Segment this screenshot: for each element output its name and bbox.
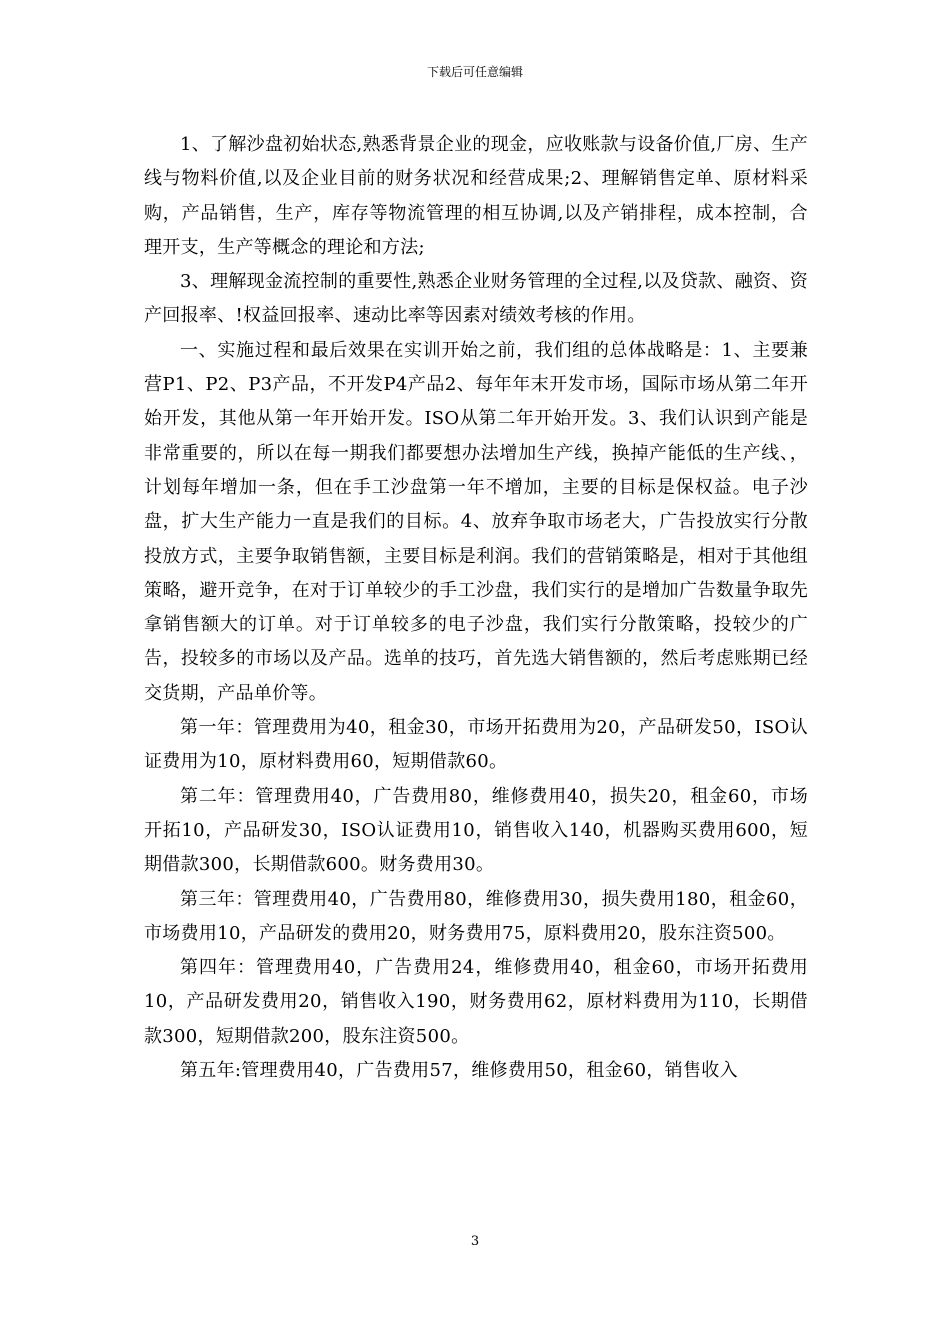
paragraph: 一、实施过程和最后效果在实训开始之前，我们组的总体战略是：1、主要兼营P1、P2、P3产品，不开发P4产品2、每年年末开发市场，国际市场从第二年开始开发，其他从第一年开始开发。ISO从第二年开始开发。3、我们认识到产能是非常重要的，所以在每一期我们都要想办法增加生产线，换掉产能低的生产线、，计划每年增加一条，但在手工沙盘第一年不增加，主要的目标是保权益。电子沙盘，扩大生产能力一直是我们的目标。4、放弃争取市场老大，广告投放实行分散投放方式，主要争取销售额，主要目标是利润。我们的营销策略是，相对于其他组策略，避开竞争，在对于订单较少的手工沙盘，我们实行的是增加广告数量争取先拿销售额大的订单。对于订单较多的电子沙盘，我们实行分散策略，投较少的广告，投较多的市场以及产品。选单的技巧，首先选大销售额的，然后考虑账期已经交货期，产品单价等。 bbox=[144, 339, 808, 704]
page-header: 下载后可任意编辑 bbox=[426, 65, 523, 79]
paragraph: 第一年：管理费用为40，租金30，市场开拓费用为20，产品研发50，ISO认证费用为10，原材料费用60，短期借款60。 bbox=[144, 717, 808, 773]
paragraph: 第五年:管理费用40，广告费用57，维修费用50，租金60，销售收入 bbox=[180, 1060, 738, 1082]
paragraph: 第四年：管理费用40，广告费用24，维修费用40，租金60，市场开拓费用10，产品研发费用20，销售收入190，财务费用62，原材料费用为110，长期借款300，短期借款200，股东注资500。 bbox=[144, 957, 808, 1047]
paragraph: 第二年：管理费用40，广告费用80，维修费用40，损失20，租金60，市场开拓10，产品研发30，ISO认证费用10，销售收入140，机器购买费用600，短期借款300，长期借款600。财务费用30。 bbox=[144, 785, 808, 876]
page-number: 3 bbox=[470, 1234, 480, 1249]
paragraph: 3、理解现金流控制的重要性,熟悉企业财务管理的全过程,以及贷款、融资、资产回报率、!权益回报率、速动比率等因素对绩效考核的作用。 bbox=[144, 271, 808, 327]
paragraph: 第三年：管理费用40，广告费用80，维修费用30，损失费用180，租金60，市场费用10，产品研发的费用20，财务费用75，原料费用20，股东注资500。 bbox=[144, 888, 808, 944]
paragraph: 1、了解沙盘初始状态,熟悉背景企业的现金，应收账款与设备价值,厂房、生产线与物料价值,以及企业目前的财务状况和经营成果;2、理解销售定单、原材料采购，产品销售，生产，库存等物流管理的相互协调,以及产销排程，成本控制，合理开支，生产等概念的理论和方法; bbox=[144, 134, 808, 258]
document-body bbox=[144, 128, 808, 1088]
